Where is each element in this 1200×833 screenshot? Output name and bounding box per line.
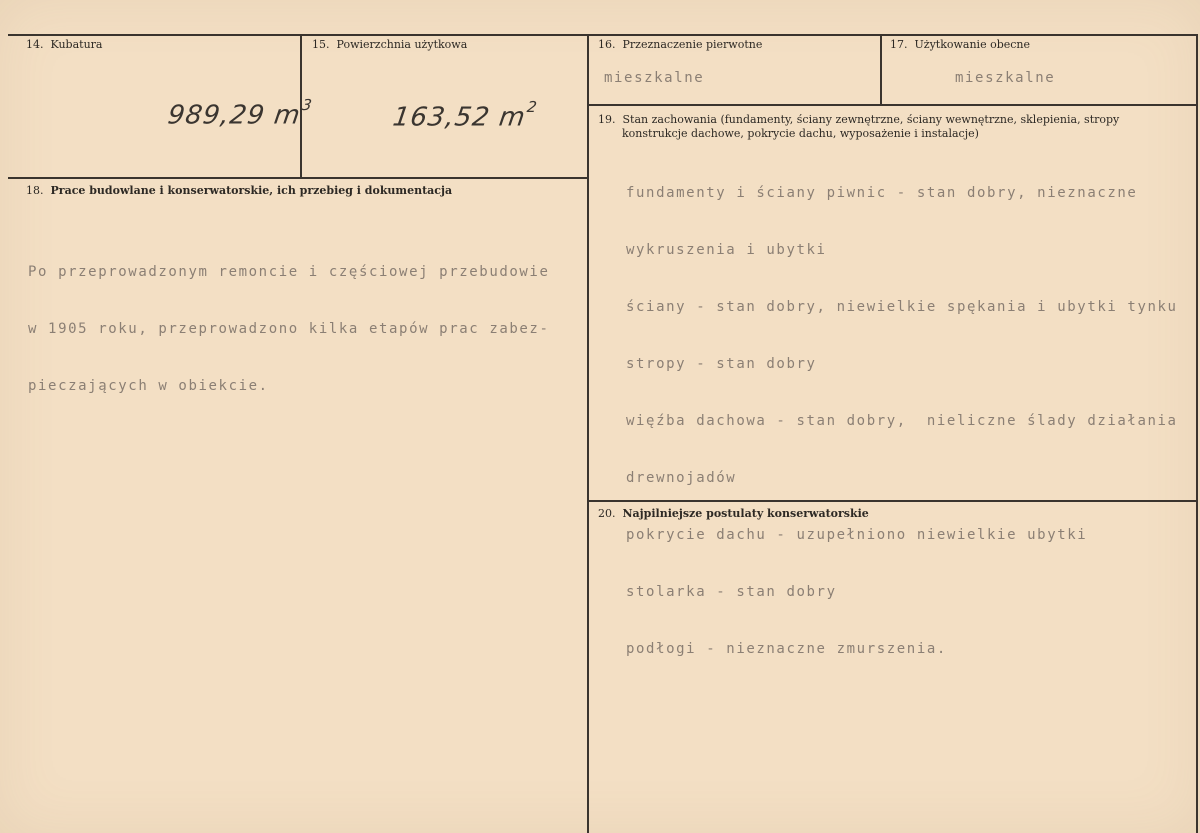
field-17-label — [890, 38, 1030, 52]
field-17-title: Użytkowanie obecne — [914, 38, 1030, 51]
field-19-label-line2: konstrukcje dachowe, pokrycie dachu, wyposażenie i instalacje) — [622, 127, 979, 140]
field-20-title: Najpilniejsze postulaty konserwatorskie — [622, 507, 869, 520]
field-19-line: ściany - stan dobry, niewielkie spękania i ubytki tynku — [626, 299, 1178, 315]
field-16-title: Przeznaczenie pierwotne — [622, 38, 763, 51]
field-19-label — [598, 113, 1183, 141]
field-16-label — [598, 38, 762, 52]
col-divider-main — [587, 34, 589, 833]
field-19-line: fundamenty i ściany piwnic - stan dobry, nieznaczne — [626, 185, 1138, 201]
field-19-line: drewnojadów — [626, 470, 737, 486]
field-14-value — [165, 96, 314, 131]
field-17-value: mieszkalne — [955, 70, 1056, 86]
field-18-line: pieczających w obiekcie. — [28, 378, 269, 394]
field-18-text — [28, 232, 550, 435]
right-edge-line — [1196, 34, 1198, 833]
field-19-line: podłogi - nieznaczne zmurszenia. — [626, 641, 947, 657]
cubature-value: 989,29 m — [165, 100, 303, 131]
field-19-text — [626, 153, 1178, 698]
field-14-number: 14. — [26, 38, 44, 51]
field-15-title: Powierzchnia użytkowa — [336, 38, 468, 51]
field-19-number: 19. — [598, 113, 616, 126]
field-15-label — [312, 38, 467, 52]
cubature-unit-exponent: 3 — [300, 96, 314, 114]
col-divider-16-17 — [880, 34, 882, 105]
field-19-label-line1 — [598, 113, 1183, 127]
top-border-line — [8, 34, 1198, 36]
area-unit-exponent: 2 — [525, 98, 539, 116]
divider-right-row1 — [588, 104, 1198, 106]
field-18-line: Po przeprowadzonym remoncie i częściowej przebudowie — [28, 264, 550, 280]
field-19-line: stropy - stan dobry — [626, 356, 817, 372]
area-value: 163,52 m — [390, 102, 528, 133]
field-20-number: 20. — [598, 507, 616, 520]
field-15-value — [390, 98, 539, 133]
field-19-line: więźba dachowa - stan dobry, nieliczne ślady działania — [626, 413, 1178, 429]
field-16-number: 16. — [598, 38, 616, 51]
field-18-number: 18. — [26, 184, 44, 197]
field-16-value: mieszkalne — [604, 70, 705, 86]
field-14-label — [26, 38, 102, 52]
field-19-line: stolarka - stan dobry — [626, 584, 837, 600]
field-20-label — [598, 507, 869, 521]
field-15-number: 15. — [312, 38, 330, 51]
divider-left-row1 — [8, 177, 588, 179]
field-17-number: 17. — [890, 38, 908, 51]
field-19-title: Stan zachowania (fundamenty, ściany zewnętrzne, ściany wewnętrzne, sklepienia, stropy — [622, 113, 1120, 126]
field-18-title: Prace budowlane i konserwatorskie, ich przebieg i dokumentacja — [50, 184, 453, 197]
field-19-line: wykruszenia i ubytki — [626, 242, 827, 258]
field-18-label — [26, 184, 452, 198]
field-19-line: pokrycie dachu - uzupełniono niewielkie ubytki — [626, 527, 1088, 543]
field-14-title: Kubatura — [50, 38, 103, 51]
field-18-line: w 1905 roku, przeprowadzono kilka etapów prac zabez- — [28, 321, 550, 337]
